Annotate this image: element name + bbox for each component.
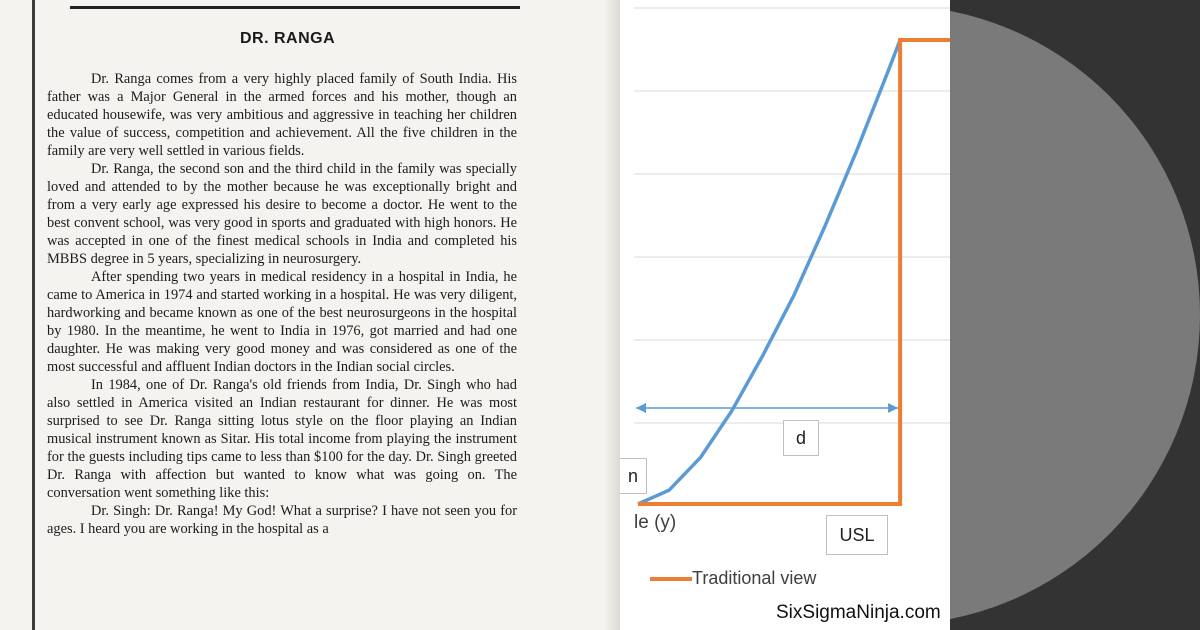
usl-label: USL [839,525,875,545]
chart-panel [620,0,950,630]
top-rule [70,6,520,9]
curve-series-line [638,40,900,504]
partial-label: n [627,466,638,486]
watermark: SixSigmaNinja.com [776,602,941,623]
paragraph-5: Dr. Singh: Dr. Ranga! My God! What a surprise? I have not seen you for ages. I heard you are working in the hospital as a [47,503,517,537]
paragraph-2: Dr. Ranga, the second son and the third child in the family was specially loved and attended to by the mother because he was exceptionally bright and from a very early age expressed his desire to become a doctor. He went to the best convent school, was very good in sports and graduated with high honors. He was accepted in one of the finest medical schools in India and completed his MBBS degree in 5 years, specializing in neurosurgery. [47,161,517,267]
decorative-circle [950,5,1200,625]
chapter-heading: DR. RANGA [240,30,336,47]
x-axis-label: le (y) [634,512,677,533]
page-gutter [604,0,620,630]
d-label: d [795,428,806,448]
paragraph-4: In 1984, one of Dr. Ranga's old friends from India, Dr. Singh who had also settled in America visited an Indian restaurant for dinner. He was most surprised to see Dr. Ranga sitting lotus style on the floor playing an Indian musical instrument known as Sitar. His total income from playing the instrument for the guests including tips came to less than $100 for the day. Dr. Singh greeted Dr. Ranga with affection but wanted to know what was going on. The conversation went something like this: [47,377,517,501]
chart-svg [620,0,950,630]
body-text [47,70,517,538]
page-edge [32,0,35,630]
d-arrow-right-head [888,403,898,413]
paragraph-1: Dr. Ranga comes from a very highly placed family of South India. His father was a Major General in the armed forces and his mother, though an educated housewife, was very ambitious and aggressive in teaching her children the value of success, competition and achievement. All the five children in the family are very well settled in various fields. [47,71,517,159]
d-arrow-left-head [636,403,646,413]
usl-label-box [826,515,888,555]
paragraph-3: After spending two years in medical residency in a hospital in India, he came to America in 1974 and started working in a hospital. He was very diligent, hardworking and became known as one of the best neurosurgeons in the hospital by 1980. In the meantime, he went to India in 1976, got married and had one daughter. He was making very good money and was considered as one of the most successful and affluent Indian doctors in the Indian social circles. [47,269,517,375]
legend-label: Traditional view [692,568,817,588]
partial-label-box [620,458,647,494]
decorative-background [950,0,1200,630]
d-label-box [783,420,819,456]
